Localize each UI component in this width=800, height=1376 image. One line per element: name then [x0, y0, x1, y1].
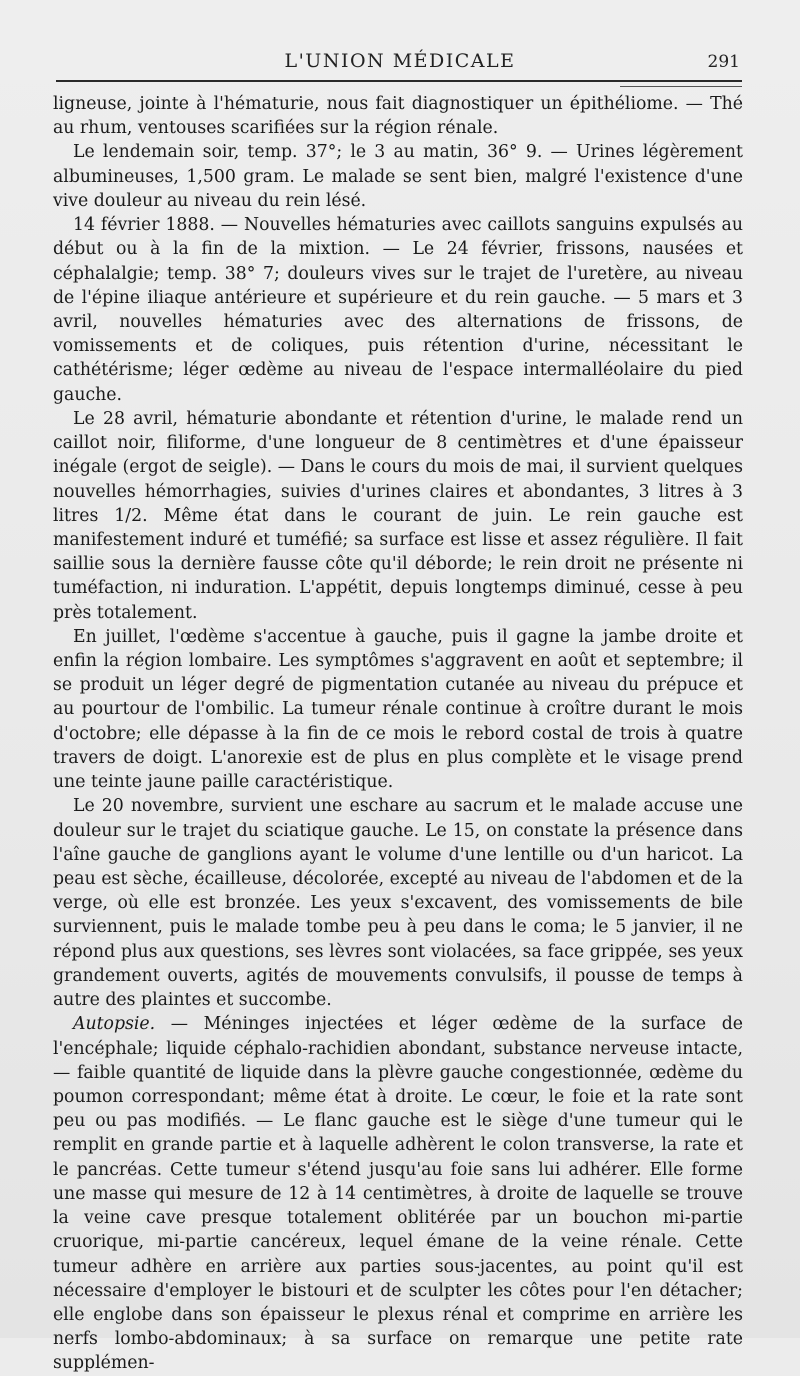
paragraph-7-text: — Méninges injectées et léger œdème de la surface de l'encéphale; liquide céphalo-rachidien abondant, substance nerveuse intacte, — faible quantité de liquide dans la plèvre gauche congestionnée, œdème du poumon correspondant; même état à droite. Le cœur, le foie et la rate sont peu ou pas modifiés. — Le flanc gauche est le siège d'une tumeur qui le remplit en grande partie et à laquelle adhèrent le colon transverse, la rate et le pancréas. Cette tumeur s'étend jusqu'au foie sans lui adhérer. Elle forme une masse qui mesure de 12 à 14 centimètres, à droite de laquelle se trouve la veine cave presque totalement oblitérée par un bouchon mi-partie cruorique, mi-partie cancéreux, lequel émane de la veine rénale. Cette tumeur adhère en arrière aux parties sous-jacentes, au point qu'il est nécessaire d'employer le bistouri et de sculpter les côtes pour l'en détacher; elle englobe dans son épaisseur le plexus rénal et comprime en arrière les nerfs lombo-abdominaux; à sa surface on remarque une petite rate supplémen- — [53, 1014, 743, 1374]
running-head — [0, 50, 800, 80]
page-number: 291 — [707, 52, 740, 72]
body-text — [53, 92, 743, 1376]
header-rule-thin — [620, 86, 742, 87]
paragraph-3: 14 février 1888. — Nouvelles hématuries avec caillots sanguins expulsés au début ou à la fin de la mixtion. — Le 24 février, frissons, nausées et céphalalgie; temp. 38° 7; douleurs vives sur le trajet de l'uretère, au niveau de l'épine iliaque antérieure et supérieure et du rein gauche. — 5 mars et 3 avril, nouvelles hématuries avec des alternations de frissons, de vomissements et de coliques, puis rétention d'urine, nécessitant le cathétérisme; léger œdème au niveau de l'espace intermalléolaire du pied gauche. — [53, 215, 743, 405]
running-title: L'UNION MÉDICALE — [284, 50, 516, 72]
paragraph-2: Le lendemain soir, temp. 37°; le 3 au matin, 36° 9. — Urines légèrement albumineuses, 1,500 gram. Le malade se sent bien, malgré l'existence d'une vive douleur au niveau du rein lésé. — [53, 142, 743, 211]
paragraph-4: Le 28 avril, hématurie abondante et rétention d'urine, le malade rend un caillot noir, filiforme, d'une longueur de 8 centimètres et d'une épaisseur inégale (ergot de seigle). — Dans le cours du mois de mai, il survient quelques nouvelles hémorrhagies, suivies d'urines claires et abondantes, 3 litres à 3 litres 1/2. Même état dans le courant de juin. Le rein gauche est manifestement induré et tuméfié; sa surface est lisse et assez régulière. Il fait saillie sous la dernière fausse côte qu'il déborde; le rein droit ne présente ni tuméfaction, ni induration. L'appétit, depuis longtemps diminué, cesse à peu près totalement. — [53, 408, 743, 623]
paragraph-7 — [53, 1012, 743, 1375]
paragraph-5: En juillet, l'œdème s'accentue à gauche, puis il gagne la jambe droite et enfin la région lombaire. Les symptômes s'aggravent en août et septembre; il se produit un léger degré de pigmentation cutanée au niveau du prépuce et au pourtour de l'ombilic. La tumeur rénale continue à croître durant le mois d'octobre; elle dépasse à la fin de ce mois le rebord costal de trois à quatre travers de doigt. L'anorexie est de plus en plus complète et le visage prend une teinte jaune paille caractéristique. — [53, 626, 743, 793]
paragraph-1: ligneuse, jointe à l'hématurie, nous fait diagnostiquer un épithéliome. — Thé au rhum, ventouses scarifiées sur la région rénale. — [53, 94, 743, 139]
header-rule — [56, 80, 742, 82]
autopsie-heading: Autopsie. — [73, 1014, 156, 1035]
paragraph-6: Le 20 novembre, survient une eschare au sacrum et le malade accuse une douleur sur le trajet du sciatique gauche. Le 15, on constate la présence dans l'aîne gauche de ganglions ayant le volume d'une lentille ou d'un haricot. La peau est sèche, écailleuse, décolorée, excepté au niveau de l'abdomen et de la verge, où elle est bronzée. Les yeux s'excavent, des vomissements de bile surviennent, puis le malade tombe peu à peu dans le coma; le 5 janvier, il ne répond plus aux questions, ses lèvres sont violacées, sa face grippée, ses yeux grandement ouverts, agités de mouvements convulsifs, il pousse de temps à autre des plaintes et succombe. — [53, 796, 743, 1011]
